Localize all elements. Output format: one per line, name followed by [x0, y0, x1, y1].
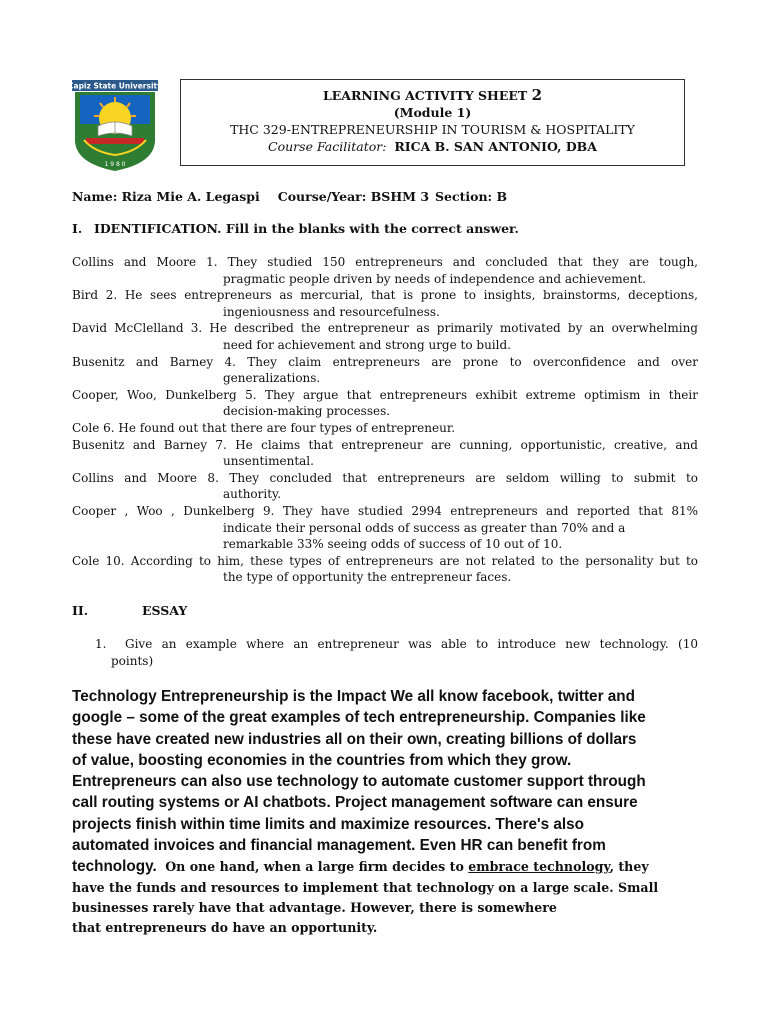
item-text-continued: need for achievement and strong urge to build.: [223, 337, 511, 352]
item-text: David McClelland 3. He described the entrepreneur as primarily motivated by an overwhelming: [72, 321, 698, 336]
identification-item: [72, 437, 698, 470]
answer-line: these have created new industries all on their own, creating billions of dollars: [72, 730, 637, 748]
answer-serif-text: , they: [609, 859, 649, 875]
student-course-year: Course/Year: BSHM 3: [277, 189, 430, 204]
item-text: Collins and Moore 1. They studied 150 entrepreneurs and concluded that they are tough,: [72, 255, 698, 269]
item-text-continued: decision-making processes.: [223, 404, 391, 419]
item-text-continued: remarkable 33% seeing odds of success of 10 out of 10.: [223, 537, 563, 552]
item-text: Cole 10. According to him, these types of entrepreneurs are not related to the personality but to: [72, 553, 698, 568]
identification-item: [72, 503, 698, 553]
answer-line: projects finish within time limits and maximize resources. There's also: [72, 815, 584, 833]
essay-question: [95, 636, 698, 669]
answer-line: call routing systems or AI chatbots. Project management software can ensure: [72, 794, 638, 812]
student-info: [72, 189, 525, 204]
section-identification-heading: [72, 221, 519, 236]
answer-serif-line: that entrepreneurs do have an opportunity.: [72, 919, 378, 935]
section-title: ESSAY: [142, 603, 188, 618]
identification-item: [72, 553, 698, 586]
student-name: Name: Riza Mie A. Legaspi: [72, 189, 260, 204]
question-number: 1.: [95, 637, 107, 651]
identification-item: [72, 420, 698, 437]
answer-line: of value, boosting economies in the countries from which they grow.: [72, 751, 572, 769]
section-essay-heading: [72, 603, 187, 618]
module-label: (Module 1): [393, 105, 472, 120]
item-text-continued: authority.: [223, 487, 282, 502]
item-text: Busenitz and Barney 7. He claims that entrepreneur are cunning, opportunistic, creative, and: [72, 437, 698, 452]
facilitator-line: [181, 138, 684, 155]
logo-year: 1 9 8 0: [104, 161, 126, 168]
university-seal-icon: [70, 78, 160, 173]
question-text-line1: Give an example where an entrepreneur was able to introduce new technology. (10: [125, 637, 698, 651]
course-title: THC 329-ENTREPRENEURSHIP IN TOURISM & HOSPITALITY: [230, 122, 635, 137]
identification-items: [72, 254, 698, 586]
identification-item: [72, 320, 698, 353]
answer-line: google – some of the great examples of tech entrepreneurship. Companies like: [72, 709, 646, 727]
item-text: Busenitz and Barney 4. They claim entrepreneurs are prone to overconfidence and over: [72, 354, 698, 369]
identification-item: [72, 387, 698, 420]
embrace-technology-link[interactable]: embrace technology: [468, 859, 610, 875]
item-text: Bird 2. He sees entrepreneurs as mercurial, that is prone to insights, brainstorms, deceptions,: [72, 288, 698, 303]
student-section: Section: B: [435, 189, 508, 204]
item-text-continued: ingeniousness and resourcefulness.: [223, 304, 440, 319]
answer-sans-text: technology.: [72, 858, 157, 876]
activity-header: [180, 79, 685, 166]
answer-serif-line: have the funds and resources to implement that technology on a large scale. Small: [72, 879, 659, 895]
item-text: Cole 6. He found out that there are four types of entrepreneur.: [72, 420, 456, 435]
section-number: II.: [72, 603, 89, 618]
identification-item: [72, 287, 698, 320]
facilitator-name: RICA B. SAN ANTONIO, DBA: [394, 139, 597, 154]
answer-serif-line: businesses rarely have that advantage. However, there is somewhere: [72, 899, 557, 915]
sheet-number: 2: [531, 86, 543, 104]
answer-line: Entrepreneurs can also use technology to automate customer support through: [72, 773, 646, 791]
answer-line: automated invoices and financial management. Even HR can benefit from: [72, 837, 606, 855]
sheet-title: LEARNING ACTIVITY SHEET 2: [322, 86, 543, 104]
answer-line-mixed: [72, 856, 702, 877]
item-text-continued: indicate their personal odds of success as greater than 70% and a: [223, 520, 626, 535]
answer-line: Technology Entrepreneurship is the Impact We all know facebook, twitter and: [72, 688, 635, 705]
item-text: Cooper, Woo, Dunkelberg 5. They argue that entrepreneurs exhibit extreme optimism in their: [72, 387, 698, 402]
item-text-continued: unsentimental.: [223, 454, 314, 469]
logo-text: Capiz State University: [70, 81, 160, 91]
answer-serif-text: On one hand, when a large firm decides to: [165, 859, 469, 875]
essay-answer: [72, 686, 702, 938]
item-text: Collins and Moore 8. They concluded that entrepreneurs are seldom willing to submit to: [72, 470, 698, 485]
identification-item: [72, 254, 698, 287]
item-text-continued: the type of opportunity the entrepreneur faces.: [223, 570, 512, 585]
identification-item: [72, 470, 698, 503]
section-number: I.: [72, 221, 83, 236]
facilitator-label: Course Facilitator:: [268, 139, 387, 154]
item-text-continued: pragmatic people driven by needs of independence and achievement.: [223, 271, 647, 286]
item-text: Cooper , Woo , Dunkelberg 9. They have studied 2994 entrepreneurs and reported that 81%: [72, 503, 698, 518]
item-text-continued: generalizations.: [223, 371, 321, 386]
identification-item: [72, 354, 698, 387]
university-logo: [70, 78, 160, 173]
question-text-line2: points): [111, 653, 154, 668]
section-title: IDENTIFICATION. Fill in the blanks with the correct answer.: [94, 221, 519, 236]
